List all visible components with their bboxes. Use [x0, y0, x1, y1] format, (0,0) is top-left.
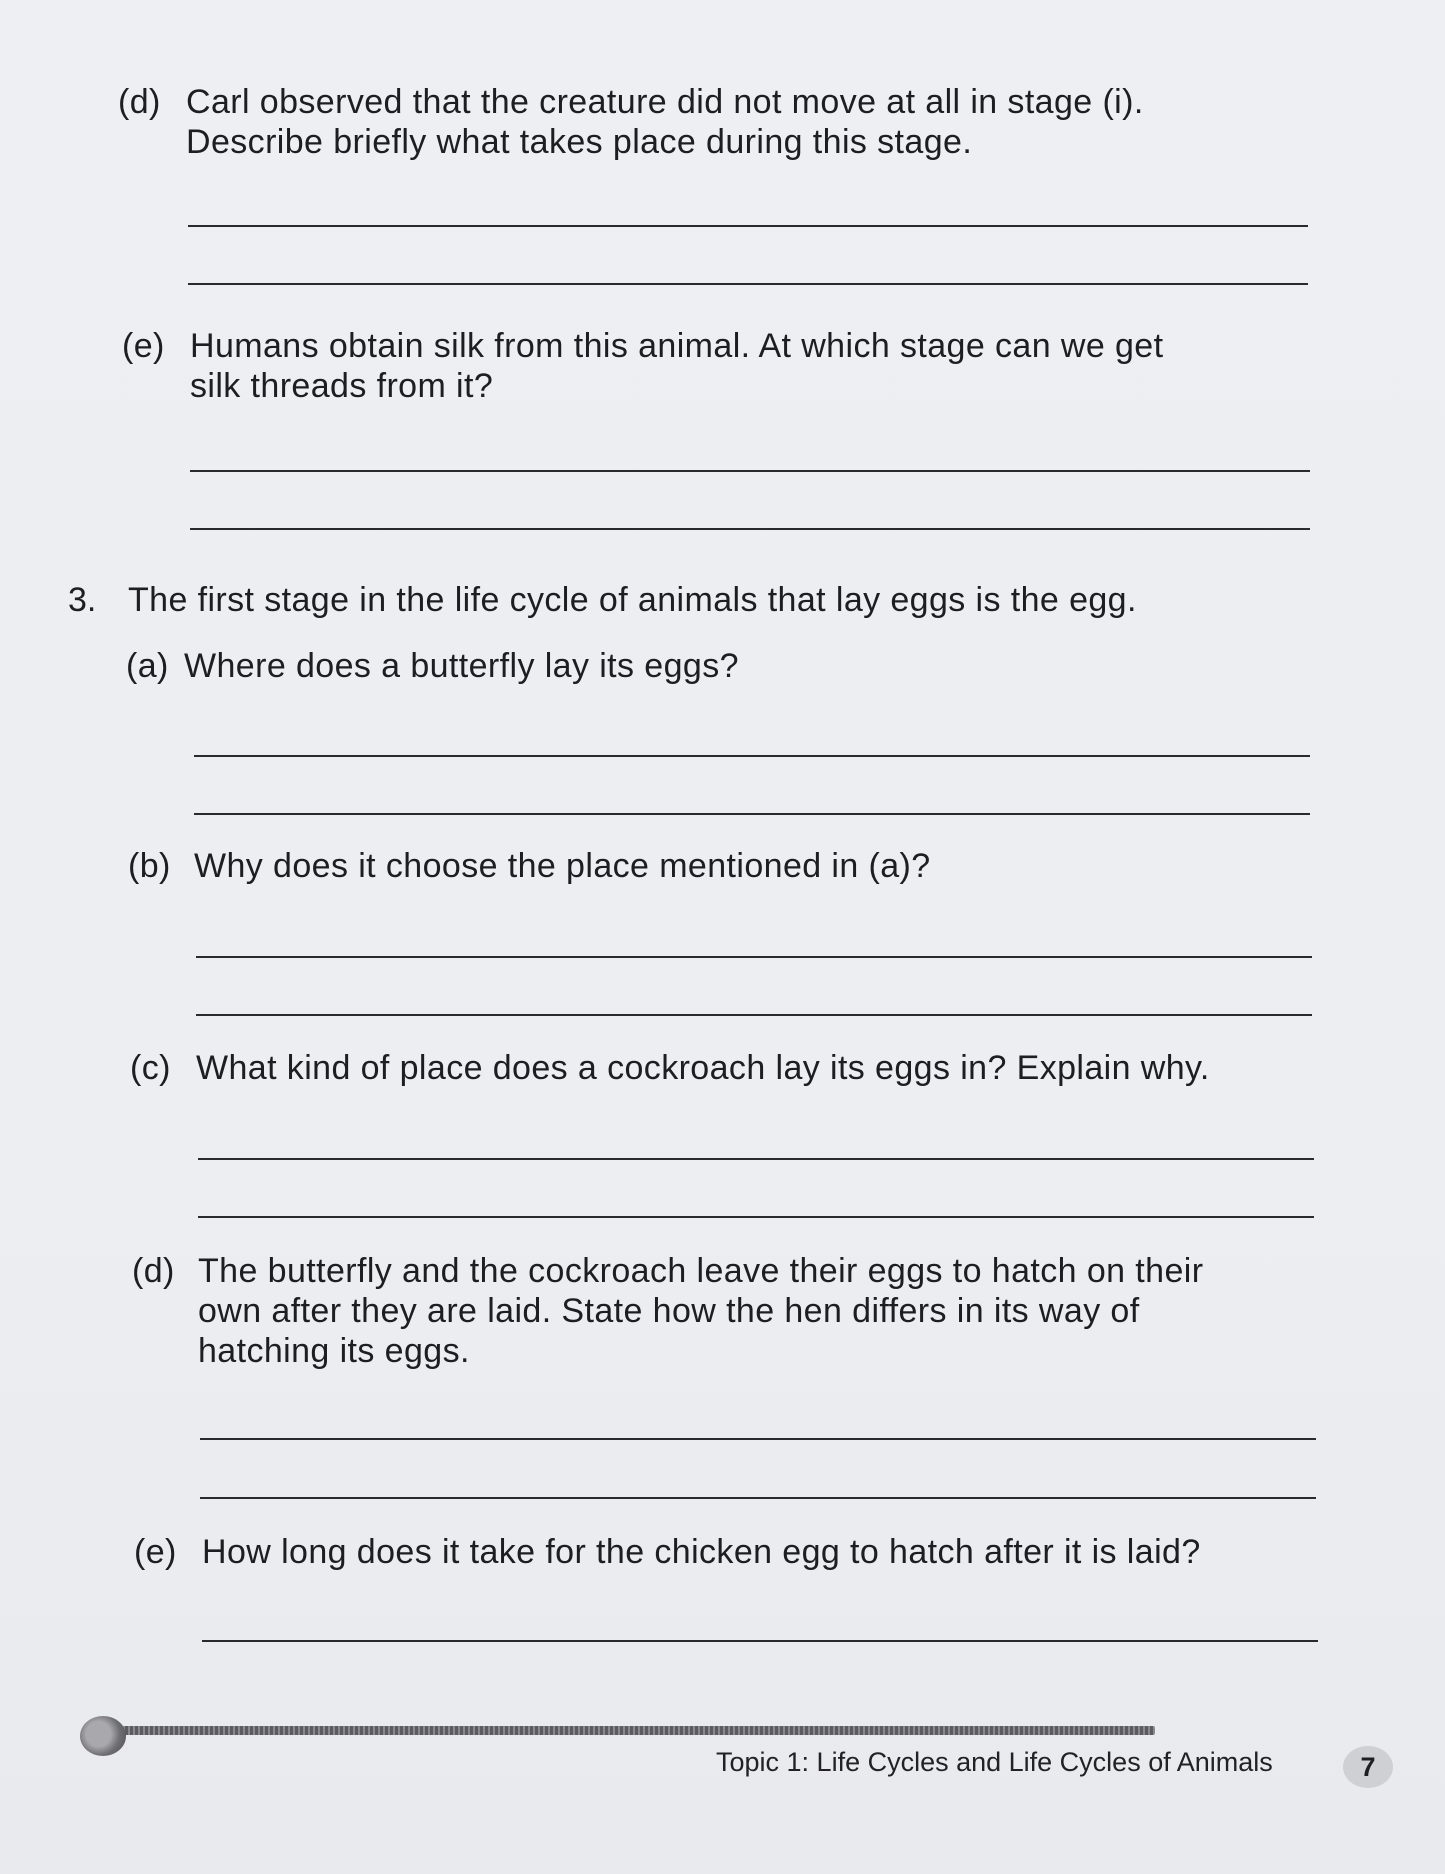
answer-line[interactable]: [200, 1497, 1316, 1499]
question-text-line: Carl observed that the creature did not move at all in stage (i).: [186, 83, 1144, 121]
question-3c: [130, 1048, 1320, 1088]
answer-line[interactable]: [196, 1014, 1312, 1016]
question-label: (d): [132, 1252, 175, 1290]
footer-ornament-icon: [80, 1716, 126, 1756]
answer-line[interactable]: [194, 755, 1310, 757]
question-number: 3.: [68, 581, 97, 619]
question-3a: [126, 646, 1306, 686]
question-label: (b): [128, 847, 171, 885]
question-text-line: The butterfly and the cockroach leave their eggs to hatch on their: [198, 1252, 1204, 1290]
question-3d: [132, 1251, 1316, 1371]
question-3e: [134, 1532, 1324, 1572]
question-text-line: own after they are laid. State how the hen differs in its way of: [198, 1292, 1140, 1330]
footer-topic: Topic 1: Life Cycles and Life Cycles of Animals: [716, 1747, 1273, 1777]
question-text-line: Describe briefly what takes place during this stage.: [186, 123, 973, 161]
question-3b: [128, 846, 1308, 886]
question-text-line: Humans obtain silk from this animal. At which stage can we get: [190, 327, 1164, 365]
question-text: What kind of place does a cockroach lay its eggs in? Explain why.: [196, 1049, 1210, 1087]
question-2d: [118, 82, 1310, 172]
question-text: Where does a butterfly lay its eggs?: [184, 647, 739, 685]
answer-line[interactable]: [202, 1640, 1318, 1642]
question-text-line: silk threads from it?: [190, 367, 494, 405]
answer-line[interactable]: [188, 225, 1308, 227]
answer-line[interactable]: [188, 283, 1308, 285]
question-label: (e): [134, 1533, 177, 1571]
page-number: 7: [1343, 1746, 1393, 1788]
question-text: Why does it choose the place mentioned in (a)?: [194, 847, 931, 885]
question-label: (e): [122, 327, 165, 365]
question-text-line: hatching its eggs.: [198, 1332, 470, 1370]
footer-rule: [110, 1726, 1155, 1735]
question-label: (d): [118, 83, 161, 121]
question-text: The first stage in the life cycle of animals that lay eggs is the egg.: [128, 581, 1137, 619]
question-2e: [122, 326, 1310, 416]
answer-line[interactable]: [194, 813, 1310, 815]
question-3-intro: [128, 580, 1228, 620]
question-label: (c): [130, 1049, 171, 1087]
answer-line[interactable]: [198, 1216, 1314, 1218]
answer-line[interactable]: [190, 528, 1310, 530]
answer-line[interactable]: [190, 470, 1310, 472]
question-label: (a): [126, 647, 169, 685]
answer-line[interactable]: [200, 1438, 1316, 1440]
question-text: How long does it take for the chicken egg to hatch after it is laid?: [202, 1533, 1201, 1571]
answer-line[interactable]: [196, 956, 1312, 958]
answer-line[interactable]: [198, 1158, 1314, 1160]
